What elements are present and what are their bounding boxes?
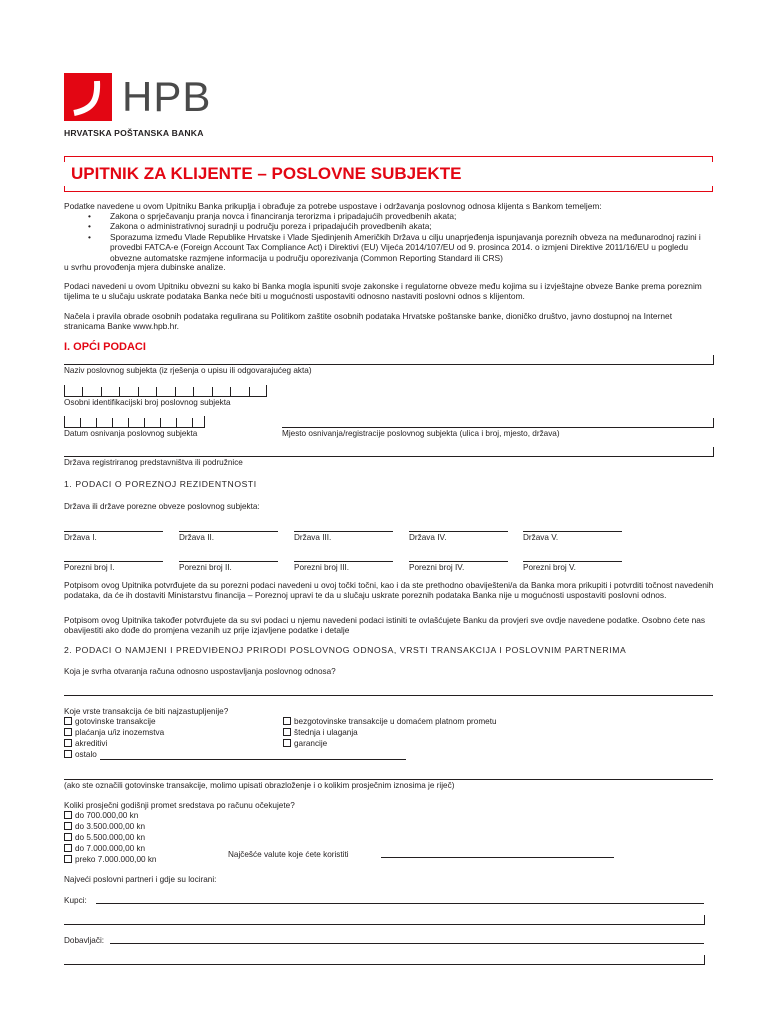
opt-foreign-label: plaćanja u/iz inozemstva bbox=[75, 728, 165, 737]
suppliers-label: Dobavljači: bbox=[64, 936, 105, 945]
taxno-2-label: Porezni broj II. bbox=[179, 563, 232, 572]
opt-letters-label: akreditivi bbox=[75, 739, 108, 748]
checkbox[interactable] bbox=[64, 833, 72, 841]
field-place-label: Mjesto osnivanja/registracije poslovnog subjekta (ulica i broj, mjesto, država) bbox=[282, 429, 560, 438]
buyers-line-1[interactable] bbox=[96, 903, 704, 904]
country-1-line[interactable] bbox=[64, 531, 163, 532]
country-4-line[interactable] bbox=[409, 531, 508, 532]
checkbox[interactable] bbox=[283, 739, 291, 747]
turnover-2[interactable] bbox=[64, 822, 145, 832]
turnover-4-label: do 7.000.000,00 kn bbox=[75, 844, 146, 853]
bullet-3: • Sporazuma između Vlade Republike Hrvatske i Vlade Sjedinjenih Američkih Država u cilju unaprjeđenja ispunjavanja poreznih obveza na međunarodnoj razini i provedbi FATCA-e (Foreign Account Tax Compliance Act) i Direktivi (EU) Vijeća 2014/107/EU od 9. prosinca 2014. o izmjeni Direktive 2011/16/EU u pogledu obvezne automatske razmjene informacija u području oporezivanja (Common Reporting Standard ili CRS) bbox=[110, 232, 714, 263]
opt-cash[interactable] bbox=[64, 717, 156, 727]
intro-bullets bbox=[110, 211, 714, 263]
cash-note-line[interactable] bbox=[64, 779, 713, 780]
checkbox[interactable] bbox=[64, 844, 72, 852]
country-1-label: Država I. bbox=[64, 533, 97, 542]
taxno-1-line[interactable] bbox=[64, 561, 163, 562]
purpose-q1: Koja je svrha otvaranja računa odnosno uspostavljanja poslovnog odnosa? bbox=[64, 667, 336, 676]
buyers-line-2[interactable] bbox=[64, 924, 704, 925]
checkbox[interactable] bbox=[64, 811, 72, 819]
place-input-line[interactable] bbox=[282, 427, 713, 428]
partners-question: Najveći poslovni partneri i gdje su locirani: bbox=[64, 875, 217, 884]
intro-lead: Podatke navedene u ovom Upitniku Banka prikuplja i obrađuje za potrebe uspostave i održavanja poslovnog odnosa klijenta s Bankom temeljem: bbox=[64, 201, 602, 211]
cash-note: (ako ste označili gotovinske transakcije, molimo upisati obrazloženje i o kolikim prosječnim iznosima je riječ) bbox=[64, 781, 455, 790]
currencies-label: Najčešće valute koje ćete koristiti bbox=[228, 850, 349, 859]
country-3-label: Država III. bbox=[294, 533, 332, 542]
bank-name: HRVATSKA POŠTANSKA BANKA bbox=[64, 128, 204, 138]
opt-other[interactable] bbox=[64, 750, 97, 760]
intro-after: u svrhu provođenja mjera dubinske analize. bbox=[64, 262, 226, 272]
opt-guarantees-label: garancije bbox=[294, 739, 328, 748]
field-country-label: Država registriranog predstavništva ili podružnice bbox=[64, 458, 243, 467]
bullet-1: • Zakona o sprječavanju pranja novca i financiranja terorizma i pripadajućih provedbenih akata; bbox=[110, 211, 714, 221]
intro-para3: Načela i pravila obrade osobnih podataka regulirana su Politikom zaštite osobnih podataka Hrvatske poštanske banke, dioničko društvo, javno dostupnoj na Internet stranicama Banke www.hpb.hr. bbox=[64, 311, 673, 332]
checkbox[interactable] bbox=[64, 855, 72, 863]
suppliers-line-1[interactable] bbox=[110, 943, 704, 944]
taxno-2-line[interactable] bbox=[179, 561, 278, 562]
taxno-4-label: Porezni broj IV. bbox=[409, 563, 465, 572]
date-boxes[interactable] bbox=[64, 416, 205, 428]
opt-noncash[interactable] bbox=[283, 717, 497, 727]
checkbox[interactable] bbox=[283, 728, 291, 736]
other-input-line[interactable] bbox=[100, 759, 406, 760]
tax-question: Država ili države porezne obveze poslovnog subjekta: bbox=[64, 502, 260, 511]
section-heading: I. OPĆI PODACI bbox=[64, 341, 146, 353]
checkbox[interactable] bbox=[64, 739, 72, 747]
checkbox[interactable] bbox=[64, 717, 72, 725]
tax-note-2: Potpisom ovog Upitnika također potvrđujete da su svi podaci u njemu navedeni podaci istiniti te ovlašćujete Banku da provjeri sve ovdje navedene podatke. Osobno ćete nas obavijestiti ako dođe do promjena vezanih uz prije izjavljene podatke i detalje bbox=[64, 615, 706, 636]
logo-mark-icon bbox=[64, 73, 112, 121]
opt-letters[interactable] bbox=[64, 739, 107, 749]
suppliers-line-2[interactable] bbox=[64, 964, 704, 965]
taxno-5-label: Porezni broj V. bbox=[523, 563, 576, 572]
turnover-2-label: do 3.500.000,00 kn bbox=[75, 822, 146, 831]
taxno-4-line[interactable] bbox=[409, 561, 508, 562]
taxno-3-line[interactable] bbox=[294, 561, 393, 562]
opt-savings[interactable] bbox=[283, 728, 358, 738]
purpose-answer-line[interactable] bbox=[64, 695, 713, 696]
purpose-heading: 2. PODACI O NAMJENI I PREDVIĐENOJ PRIRODI POSLOVNOG ODNOSA, VRSTI TRANSAKCIJA I POSLOVNIM PARTNERIMA bbox=[64, 645, 627, 655]
country-4-label: Država IV. bbox=[409, 533, 447, 542]
taxno-1-label: Porezni broj I. bbox=[64, 563, 115, 572]
turnover-5-label: preko 7.000.000,00 kn bbox=[75, 855, 157, 864]
taxno-3-label: Porezni broj III. bbox=[294, 563, 350, 572]
purpose-q3: Koliki prosječni godišnji promet sredstava po računu očekujete? bbox=[64, 801, 295, 810]
currencies-input-line[interactable] bbox=[381, 857, 614, 858]
country-input-line[interactable] bbox=[64, 456, 713, 457]
title-box bbox=[64, 156, 713, 192]
page-title: UPITNIK ZA KLIJENTE – POSLOVNE SUBJEKTE bbox=[71, 164, 462, 183]
checkbox[interactable] bbox=[64, 750, 72, 758]
field-oib-label: Osobni identifikacijski broj poslovnog subjekta bbox=[64, 398, 231, 407]
checkbox[interactable] bbox=[64, 822, 72, 830]
buyers-label: Kupci: bbox=[64, 896, 87, 905]
checkbox[interactable] bbox=[64, 728, 72, 736]
hpb-logo bbox=[64, 73, 214, 123]
turnover-1[interactable] bbox=[64, 811, 138, 821]
turnover-3[interactable] bbox=[64, 833, 145, 843]
country-2-label: Država II. bbox=[179, 533, 215, 542]
tax-heading: 1. PODACI O POREZNOJ REZIDENTNOSTI bbox=[64, 479, 257, 489]
country-3-line[interactable] bbox=[294, 531, 393, 532]
tax-note-1: Potpisom ovog Upitnika potvrđujete da su porezni podaci navedeni u ovoj točki točni, kao i da ste prethodno obaviješteni/a da Banka mora prikupiti i potvrditi točnost navedenih podataka, da će ih dostaviti Ministarstvu financija – Poreznoj upravi te da u slučaju uskrate poreznih podataka Banka nije u mogućnosti uspostaviti poslovni odnos. bbox=[64, 580, 714, 601]
field-date-label: Datum osnivanja poslovnog subjekta bbox=[64, 429, 198, 438]
turnover-5[interactable] bbox=[64, 855, 156, 865]
logo-text: HPB bbox=[122, 73, 212, 120]
bullet-2: • Zakona o administrativnoj suradnji u području poreza i pripadajućih provedbenih akata; bbox=[110, 221, 714, 231]
country-5-line[interactable] bbox=[523, 531, 622, 532]
country-5-label: Država V. bbox=[523, 533, 559, 542]
turnover-1-label: do 700.000,00 kn bbox=[75, 811, 139, 820]
opt-foreign[interactable] bbox=[64, 728, 164, 738]
opt-guarantees[interactable] bbox=[283, 739, 327, 749]
intro-para2: Podaci navedeni u ovom Upitniku obvezni su kako bi Banka mogla ispuniti svoje zakonske i regulatorne obveze među kojima su i izvještajne obveze Banke prema poreznim tijelima te u slučaju uskrate podataka Banka neće biti u mogućnosti uspostaviti odnosno nastaviti poslovni odnos s klijentom. bbox=[64, 281, 702, 302]
opt-noncash-label: bezgotovinske transakcije u domaćem platnom prometu bbox=[294, 717, 497, 726]
turnover-3-label: do 5.500.000,00 kn bbox=[75, 833, 146, 842]
field-name-label: Naziv poslovnog subjekta (iz rješenja o upisu ili odgovarajućeg akta) bbox=[64, 366, 312, 375]
checkbox[interactable] bbox=[283, 717, 291, 725]
purpose-q2: Koje vrste transakcija će biti najzastupljenije? bbox=[64, 707, 229, 716]
opt-savings-label: štednja i ulaganja bbox=[294, 728, 358, 737]
country-2-line[interactable] bbox=[179, 531, 278, 532]
opt-other-label: ostalo bbox=[75, 750, 97, 759]
name-input-line[interactable] bbox=[64, 364, 713, 365]
oib-boxes[interactable] bbox=[64, 385, 267, 397]
taxno-5-line[interactable] bbox=[523, 561, 622, 562]
turnover-4[interactable] bbox=[64, 844, 145, 854]
opt-cash-label: gotovinske transakcije bbox=[75, 717, 156, 726]
